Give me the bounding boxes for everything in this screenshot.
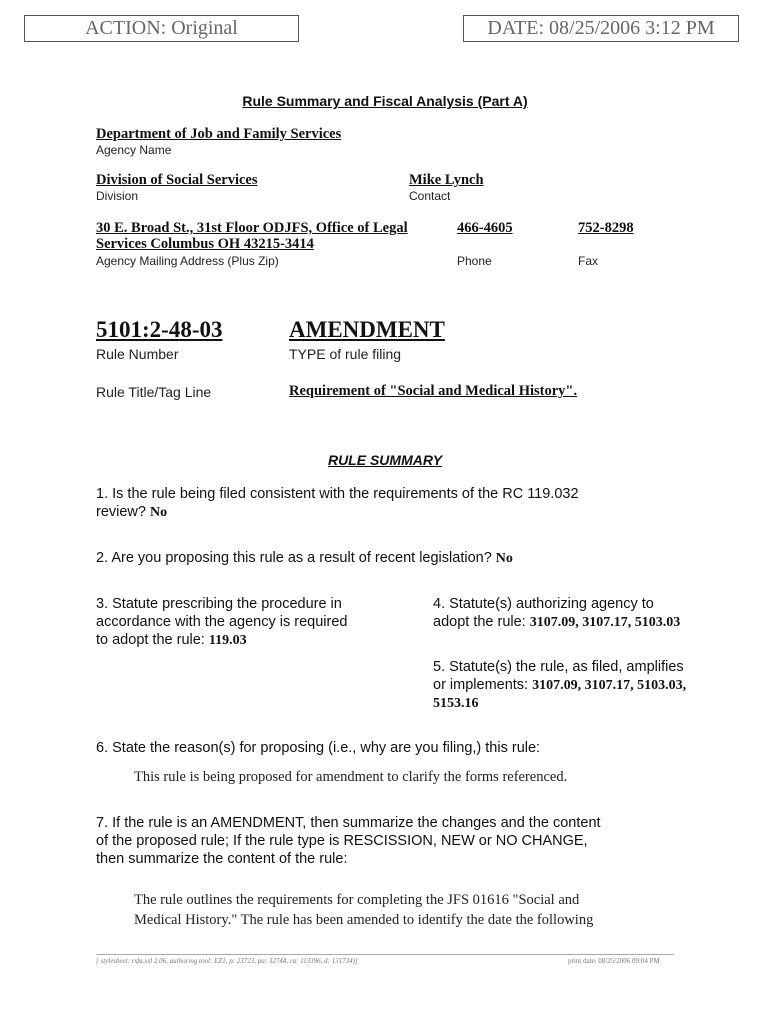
rule-number: 5101:2-48-03 xyxy=(96,317,223,342)
question-5 xyxy=(433,658,753,713)
rule-number-label: Rule Number xyxy=(96,346,179,362)
question-4-line1: 4. Statute(s) authorizing agency to xyxy=(433,596,654,612)
question-7 xyxy=(96,814,736,868)
question-1-answer: No xyxy=(150,505,168,520)
contact-name: Mike Lynch xyxy=(409,172,484,188)
footer-print-date: print date: 08/25/2006 09:04 PM xyxy=(568,957,660,965)
question-3-answer: 119.03 xyxy=(208,633,247,648)
division-name: Division of Social Services xyxy=(96,172,258,188)
question-7-line3: then summarize the content of the rule: xyxy=(96,851,348,867)
question-6-answer: This rule is being proposed for amendment to clarify the forms referenced. xyxy=(134,769,568,785)
page-title: Rule Summary and Fiscal Analysis (Part A) xyxy=(242,93,528,109)
question-3-line3: to adopt the rule: xyxy=(96,632,205,648)
question-4-answer: 3107.09, 3107.17, 5103.03 xyxy=(529,615,681,630)
rule-title-label: Rule Title/Tag Line xyxy=(96,384,212,400)
question-7-line2: of the proposed rule; If the rule type is RESCISSION, NEW or NO CHANGE, xyxy=(96,833,588,849)
question-3-line1: 3. Statute prescribing the procedure in xyxy=(96,596,342,612)
division-label: Division xyxy=(96,189,139,203)
fax-label: Fax xyxy=(578,254,599,268)
contact-label: Contact xyxy=(409,189,451,203)
question-3-line2: accordance with the agency is required xyxy=(96,614,348,630)
question-5-line2: or implements: xyxy=(433,677,529,693)
address-label: Agency Mailing Address (Plus Zip) xyxy=(96,254,279,268)
question-1-line2: review? xyxy=(96,504,146,520)
date-box xyxy=(463,15,739,42)
question-2-text: 2. Are you proposing this rule as a result of recent legislation? xyxy=(96,550,492,566)
question-4-line2: adopt the rule: xyxy=(433,614,526,630)
fax-value: 752-8298 xyxy=(578,220,634,236)
date-text: DATE: 08/25/2006 3:12 PM xyxy=(487,17,715,39)
footer-rule xyxy=(96,954,674,955)
address-line2: Services Columbus OH 43215-3414 xyxy=(96,236,314,252)
question-3 xyxy=(96,595,406,650)
question-7-answer-line2: Medical History." The rule has been amended to identify the date the following xyxy=(134,912,594,928)
question-5-line1: 5. Statute(s) the rule, as filed, amplifies xyxy=(433,659,684,675)
question-2-answer: No xyxy=(495,551,513,566)
action-text: ACTION: Original xyxy=(85,17,238,39)
question-1 xyxy=(96,485,716,522)
question-7-answer-line1: The rule outlines the requirements for completing the JFS 01616 "Social and xyxy=(134,892,580,908)
action-box xyxy=(24,15,299,42)
phone-label: Phone xyxy=(457,254,492,268)
question-5-answer-2: 5153.16 xyxy=(433,696,479,711)
question-5-answer-1: 3107.09, 3107.17, 5103.03, xyxy=(532,678,687,693)
agency-name-label: Agency Name xyxy=(96,143,172,157)
phone-value: 466-4605 xyxy=(457,220,513,236)
question-6 xyxy=(96,739,736,757)
question-7-answer xyxy=(134,890,734,930)
rule-title: Requirement of "Social and Medical History". xyxy=(289,383,578,399)
rule-summary-heading: RULE SUMMARY xyxy=(327,452,443,468)
rule-type-label: TYPE of rule filing xyxy=(289,346,402,362)
agency-name: Department of Job and Family Services xyxy=(96,126,342,142)
rule-type: AMENDMENT xyxy=(289,317,445,342)
question-7-line1: 7. If the rule is an AMENDMENT, then summarize the changes and the content xyxy=(96,815,601,831)
question-6-text: 6. State the reason(s) for proposing (i.e., why are you filing,) this rule: xyxy=(96,740,541,756)
address-line1: 30 E. Broad St., 31st Floor ODJFS, Office of Legal xyxy=(96,220,408,236)
question-1-line1: 1. Is the rule being filed consistent with the requirements of the RC 119.032 xyxy=(96,486,579,502)
question-2 xyxy=(96,549,716,568)
footer-stylesheet-info: [ stylesheet: rsfa.xsl 2.06, authoring tool: EZ1, p: 23723, pa: 32744, ra: 113396, d: 131734)] xyxy=(96,957,358,965)
question-4 xyxy=(433,595,753,632)
